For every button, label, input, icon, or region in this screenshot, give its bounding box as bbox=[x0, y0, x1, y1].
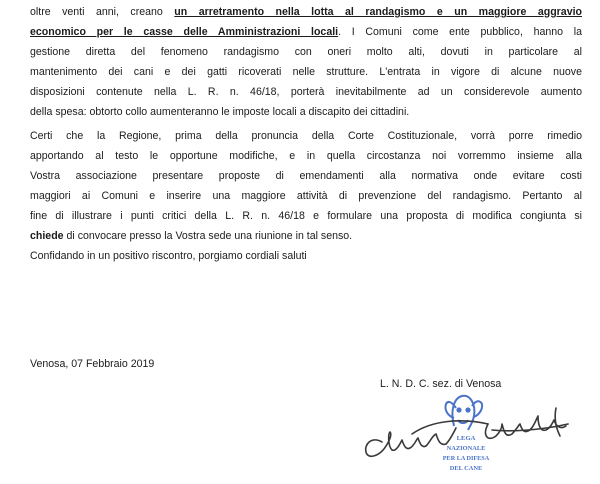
text-line: Vostra associazione presentare proposte di emendamenti alla normativa onde evitare costi bbox=[30, 170, 582, 182]
text-line: fine di illustrare i punti critici della L. R. n. 46/18 e formulare una proposta di modifica congiunta si bbox=[30, 210, 582, 222]
text-line bbox=[30, 2, 582, 22]
text-run: di convocare presso la Vostra sede una riunione in tal senso. bbox=[63, 230, 353, 242]
text-line: della spesa: obtorto collo aumenteranno le imposte locali a discapito dei cittadini. bbox=[30, 106, 410, 118]
text-line: Certi che la Regione, prima della pronuncia della Corte Costituzionale, vorrà porre rimedio bbox=[30, 130, 582, 142]
letter-date: Venosa, 07 Febbraio 2019 bbox=[30, 358, 155, 370]
closing-line: Confidando in un positivo riscontro, porgiamo cordiali saluti bbox=[30, 250, 307, 262]
paragraph-costs bbox=[30, 2, 582, 122]
sender-name: L. N. D. C. sez. di Venosa bbox=[380, 378, 502, 390]
stamp-logo bbox=[342, 390, 582, 484]
stamp-text-line: DEL CANE bbox=[449, 465, 483, 472]
text-run: oltre venti anni, creano bbox=[30, 6, 175, 18]
stamp-emblem bbox=[445, 396, 482, 430]
emphasis-text: un arretramento nella lotta al randagismo e un maggiore aggravio bbox=[174, 6, 583, 18]
text-line: apportando al testo le opportune modifiche, e in quella circostanza noi vorremmo insieme alla bbox=[30, 150, 582, 162]
signature-block bbox=[342, 390, 582, 484]
paragraph-closing bbox=[30, 246, 582, 266]
emphasis-text: chiede bbox=[30, 230, 64, 242]
emphasis-text: economico per le casse delle Amministrazioni locali bbox=[30, 26, 339, 38]
stamp-text bbox=[443, 435, 490, 472]
text-line bbox=[30, 226, 582, 246]
stamp-text-line: NAZIONALE bbox=[446, 445, 486, 452]
text-line bbox=[30, 22, 582, 42]
text-line: maggiori ai Comuni e inserire una maggiore attività di prevenzione del randagismo. Pertanto al bbox=[30, 190, 582, 202]
text-line: gestione diretta del fenomeno randagismo con oneri molto alti, dovuti in particolare al bbox=[30, 46, 582, 58]
text-run: . I Comuni come ente pubblico, hanno la bbox=[338, 26, 582, 38]
paragraph-request bbox=[30, 126, 582, 246]
text-line: disposizioni contenute nella L. R. n. 46/18, porterà inevitabilmente ad un considerevole aumento bbox=[30, 86, 582, 98]
text-line: mantenimento dei cani e dei gatti ricoverati nelle strutture. L'entrata in vigore di alcune nuove bbox=[30, 66, 582, 78]
stamp-text-line: LEGA bbox=[456, 435, 476, 442]
stamp-text-line: PER LA DIFESA bbox=[442, 455, 490, 462]
